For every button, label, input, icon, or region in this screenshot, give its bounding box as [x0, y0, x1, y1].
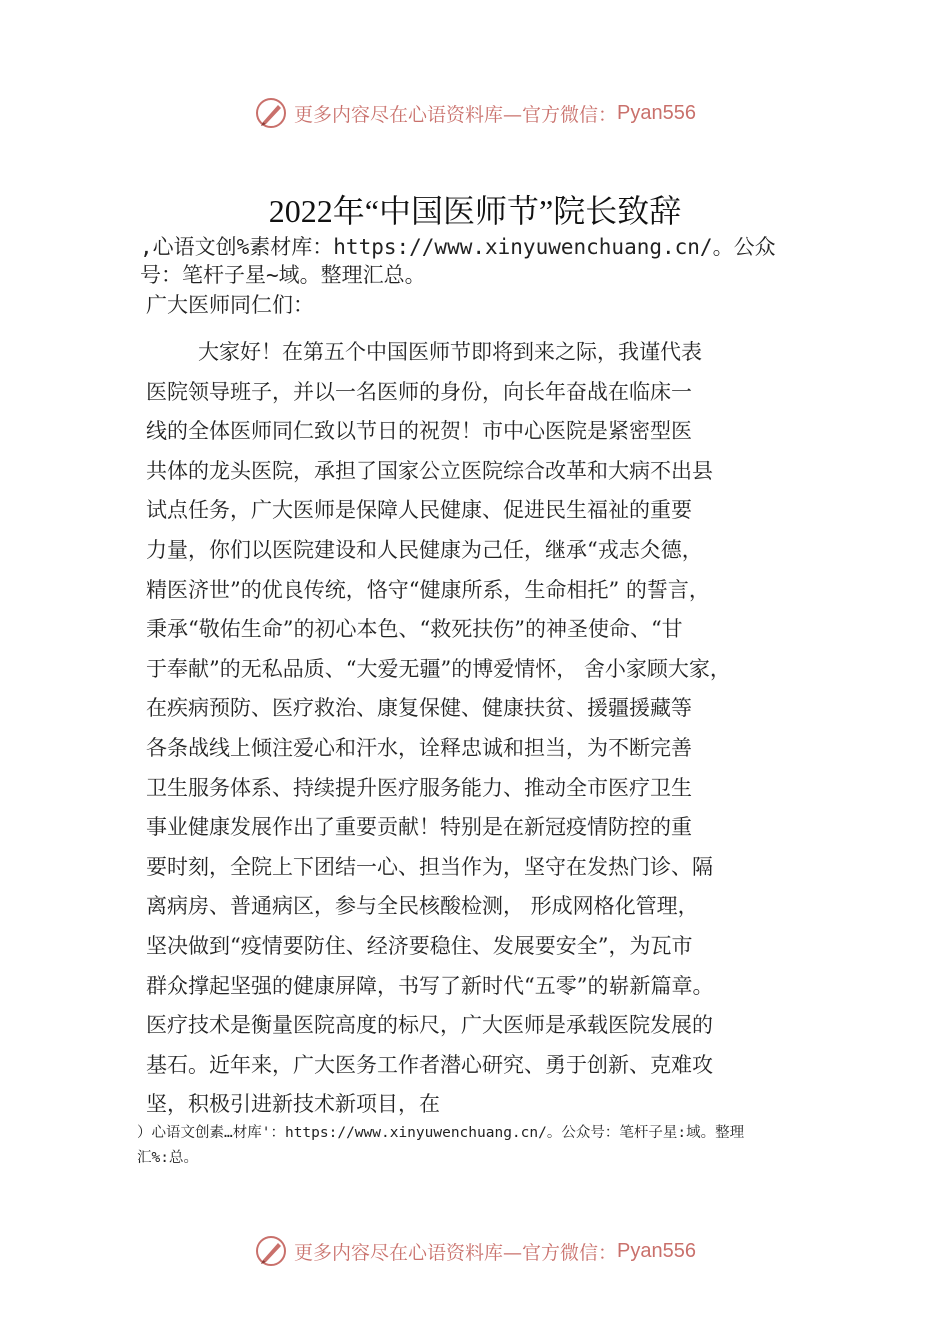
- body-line: 坚决做到“疫情要防住、经济要稳住、发展要安全”，为瓦市: [146, 933, 693, 958]
- body-line: 试点任务，广大医师是保障人民健康、促进民生福祉的重要: [146, 498, 692, 523]
- body-line: 在疾病预防、医疗救治、康复保健、健康扶贫、援疆援藏等: [146, 696, 692, 721]
- body-line: 力量，你们以医院建设和人民健康为己任，继承“戎志仌德，: [146, 537, 703, 562]
- footnote-line: ）心语文创素…材库'：https://www.xinyuwenchuang.cn/。公众号：笔杆子星:域。整理: [137, 1125, 745, 1141]
- salutation: 广大医师同仁们：: [146, 293, 314, 317]
- body-line: 医院领导班子，并以一名医师的身份，向长年奋战在临床一: [146, 379, 692, 404]
- body-paragraph: [146, 333, 836, 1125]
- header-watermark: [0, 96, 950, 130]
- watermark-text: 更多内容尽在心语资料库—官方微信：: [294, 1241, 618, 1264]
- body-line: 各条战线上倾注爱心和汗水，诠释忠诚和担当，为不断完善: [146, 735, 692, 760]
- pen-logo-icon: [254, 96, 288, 130]
- body-line: 基石。近年来，广大医务工作者潜心研究、勇于创新、克难攻: [146, 1052, 713, 1077]
- body-line: 线的全体医师同仁致以节日的祝贺！市中心医院是紧密型医: [146, 419, 692, 444]
- source-line: ,心语文创%素材库：https://www.xinyuwenchuang.cn/。公众: [140, 235, 776, 259]
- body-line: 精医济世”的优良传统，恪守“健康所系，生命相托” 的誓言，: [146, 577, 710, 602]
- watermark-wechat-id: Pyan556: [617, 101, 696, 124]
- body-line: 群众撑起坚强的健康屏障，书写了新时代“五零”的崭新篇章。: [146, 973, 714, 998]
- document-title: 2022年“中国医师节”院长致辞: [268, 193, 682, 229]
- body-line: 事业健康发展作出了重要贡献！特别是在新冠疫情防控的重: [146, 815, 692, 840]
- source-line: 号：笔杆子星~域。整理汇总。: [140, 263, 426, 287]
- body-line: 秉承“敬佑生命”的初心本色、“救死扶伤”的神圣使命、“甘: [146, 617, 683, 642]
- body-line: 坚，积极引进新技术新项目，在: [146, 1092, 440, 1117]
- watermark-text: 更多内容尽在心语资料库—官方微信：: [294, 103, 618, 126]
- body-line: 大家好！在第五个中国医师节即将到来之际，我谨代表: [198, 340, 702, 364]
- watermark-wechat-id: Pyan556: [617, 1239, 696, 1262]
- footnote: [137, 1121, 827, 1171]
- body-line: 于奉献”的无私品质、“大爱无疆”的博爱情怀， 舍小家顾大家，: [146, 656, 731, 681]
- body-line: 要时刻，全院上下团结一心、担当作为，坚守在发热门诊、隔: [146, 854, 713, 879]
- body-line: 共体的龙头医院，承担了国家公立医院综合改革和大病不出县: [146, 458, 713, 483]
- source-note: [140, 233, 840, 289]
- body-line: 卫生服务体系、持续提升医疗服务能力、推动全市医疗卫生: [146, 775, 692, 800]
- footer-watermark: [0, 1234, 950, 1268]
- footnote-line: 汇%:总。: [137, 1150, 198, 1166]
- body-line: 医疗技术是衡量医院高度的标尺，广大医师是承载医院发展的: [146, 1013, 713, 1038]
- pen-logo-icon: [254, 1234, 288, 1268]
- body-line: 离病房、普通病区，参与全民核酸检测， 形成网格化管理，: [146, 894, 699, 919]
